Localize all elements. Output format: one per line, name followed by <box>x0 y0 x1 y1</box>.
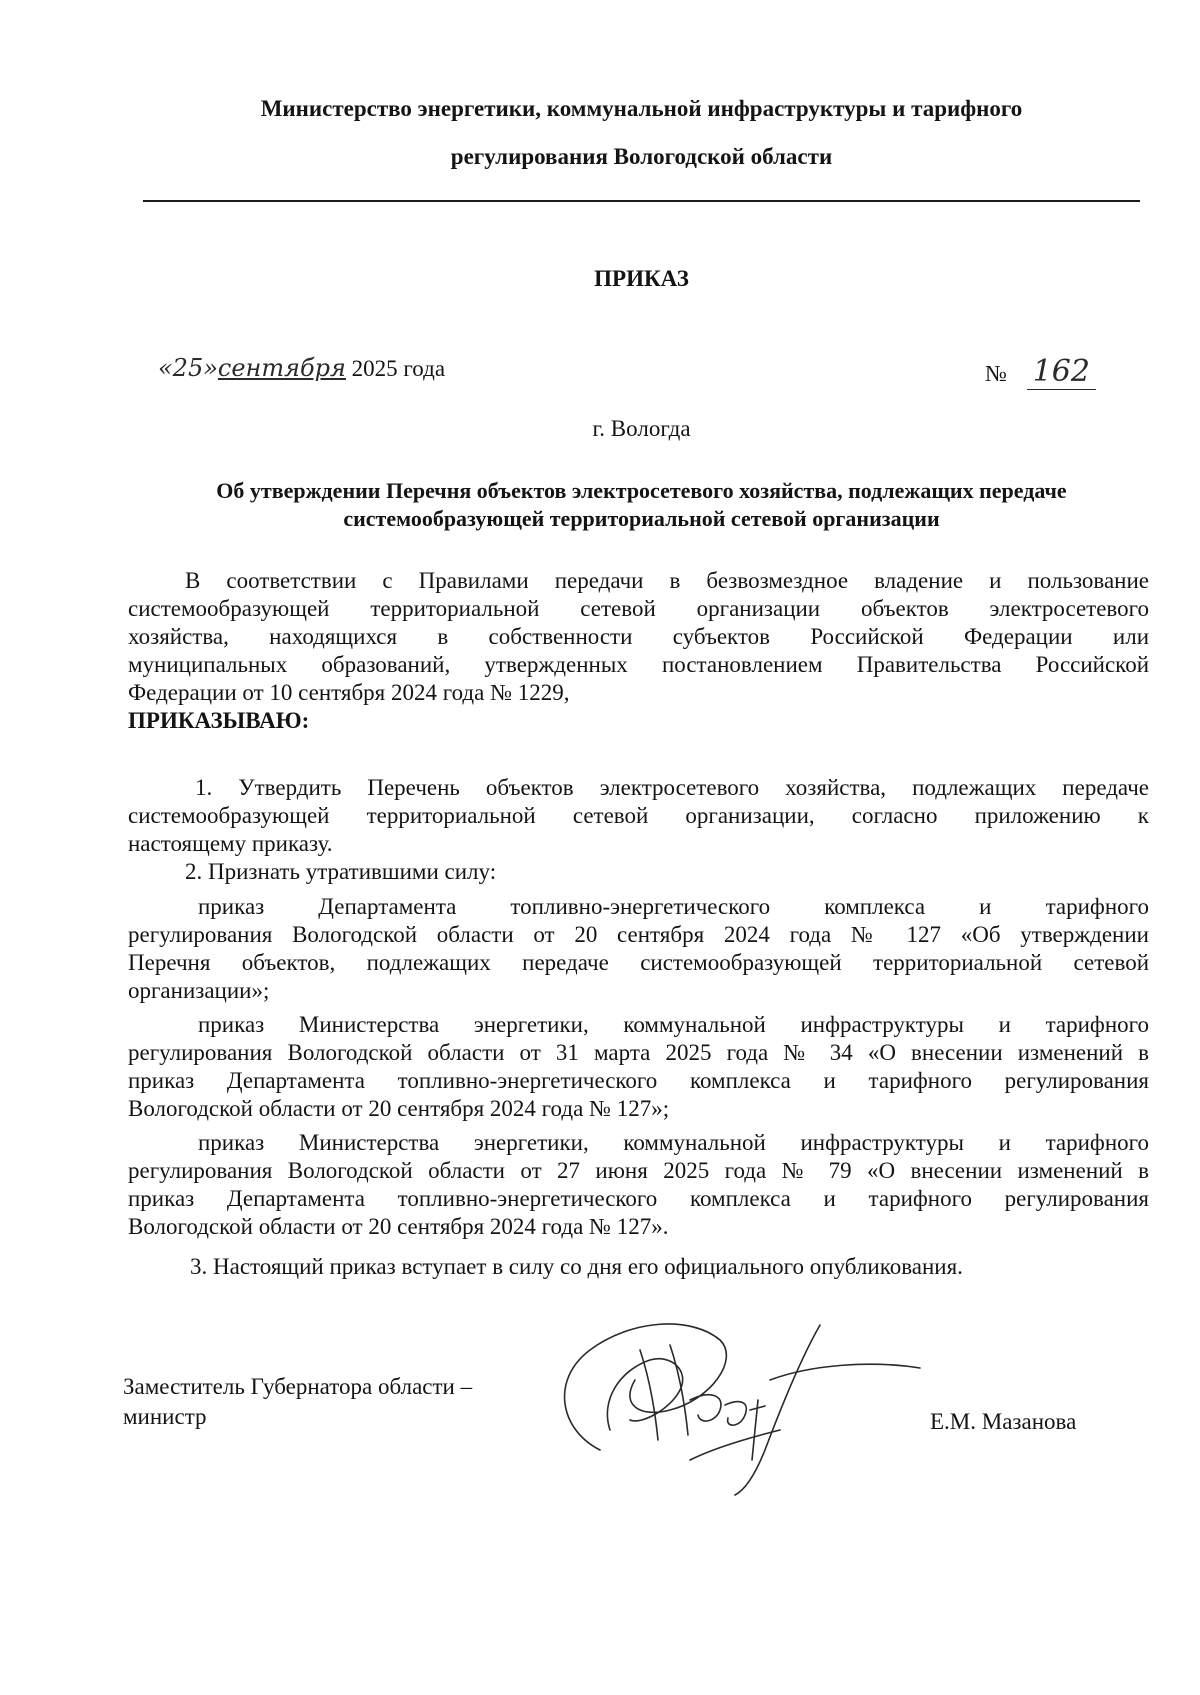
preamble-line: системообразующей территориальной сетевой организации объектов электросетевого <box>128 596 1149 621</box>
item2-sub1-line: регулирования Вологодской области от 20 сентября 2024 года № 127 «Об утверждении <box>128 922 1149 947</box>
item2-sub3-line: приказ Департамента топливно-энергетического комплекса и тарифного регулирования <box>128 1186 1149 1211</box>
date-year: 2025 года <box>351 356 446 381</box>
item2-sub2-line: приказ Департамента топливно-энергетического комплекса и тарифного регулирования <box>128 1068 1149 1093</box>
item2-sub1-line: Перечня объектов, подлежащих передаче системообразующей территориальной сетевой <box>128 950 1149 975</box>
signer-position-line2: министр <box>123 1404 207 1429</box>
header-divider <box>143 200 1140 202</box>
title-line2: системообразующей территориальной сетевой организации <box>343 506 940 531</box>
number-value: 162 <box>1027 354 1096 390</box>
doc-date <box>158 354 445 382</box>
signer-position-line1: Заместитель Губернатора области – <box>123 1374 473 1399</box>
ministry-name-line1: Министерство энергетики, коммунальной инфраструктуры и тарифного <box>260 96 1023 121</box>
preamble-line: Федерации от 10 сентября 2024 года № 1229, <box>128 680 570 705</box>
date-day: «25» <box>158 354 218 382</box>
item2-head: 2. Признать утратившими силу: <box>185 859 497 884</box>
item2-sub3-line: регулирования Вологодской области от 27 июня 2025 года № 79 «О внесении изменений в <box>128 1158 1149 1183</box>
doc-number <box>985 354 1096 389</box>
item2-sub2-line: Вологодской области от 20 сентября 2024 года № 127»; <box>128 1096 670 1121</box>
item3-line: 3. Настоящий приказ вступает в силу со дня его официального опубликования. <box>190 1254 963 1279</box>
title-line1: Об утверждении Перечня объектов электросетевого хозяйства, подлежащих передаче <box>216 478 1067 503</box>
number-sign: № <box>985 361 1007 386</box>
order-word: ПРИКАЗЫВАЮ: <box>128 708 310 733</box>
item2-sub3-line: Вологодской области от 20 сентября 2024 года № 127». <box>128 1214 669 1239</box>
preamble-line: хозяйства, находящихся в собственности субъектов Российской Федерации или <box>128 624 1149 649</box>
signer-name: Е.М. Мазанова <box>930 1409 1077 1434</box>
doc-type: ПРИКАЗ <box>594 266 689 291</box>
preamble-line: муниципальных образований, утвержденных постановлением Правительства Российской <box>128 652 1149 677</box>
item1-line: настоящему приказу. <box>128 831 333 856</box>
item1-line: 1. Утвердить Перечень объектов электросетевого хозяйства, подлежащих передаче <box>195 775 1149 800</box>
handwritten-signature <box>540 1310 930 1510</box>
item2-sub3-line: приказ Министерства энергетики, коммунальной инфраструктуры и тарифного <box>198 1130 1149 1155</box>
item1-line: системообразующей территориальной сетевой организации, согласно приложению к <box>128 803 1149 828</box>
date-month: сентября <box>217 354 346 382</box>
item2-sub2-line: приказ Министерства энергетики, коммунальной инфраструктуры и тарифного <box>198 1012 1149 1037</box>
ministry-name-line2: регулирования Вологодской области <box>450 144 833 169</box>
item2-sub1-line: организации»; <box>128 978 270 1003</box>
city: г. Вологда <box>592 416 691 441</box>
item2-sub2-line: регулирования Вологодской области от 31 марта 2025 года № 34 «О внесении изменений в <box>128 1040 1149 1065</box>
item2-sub1-line: приказ Департамента топливно-энергетического комплекса и тарифного <box>198 894 1149 919</box>
preamble-line: В соответствии с Правилами передачи в безвозмездное владение и пользование <box>185 568 1149 593</box>
